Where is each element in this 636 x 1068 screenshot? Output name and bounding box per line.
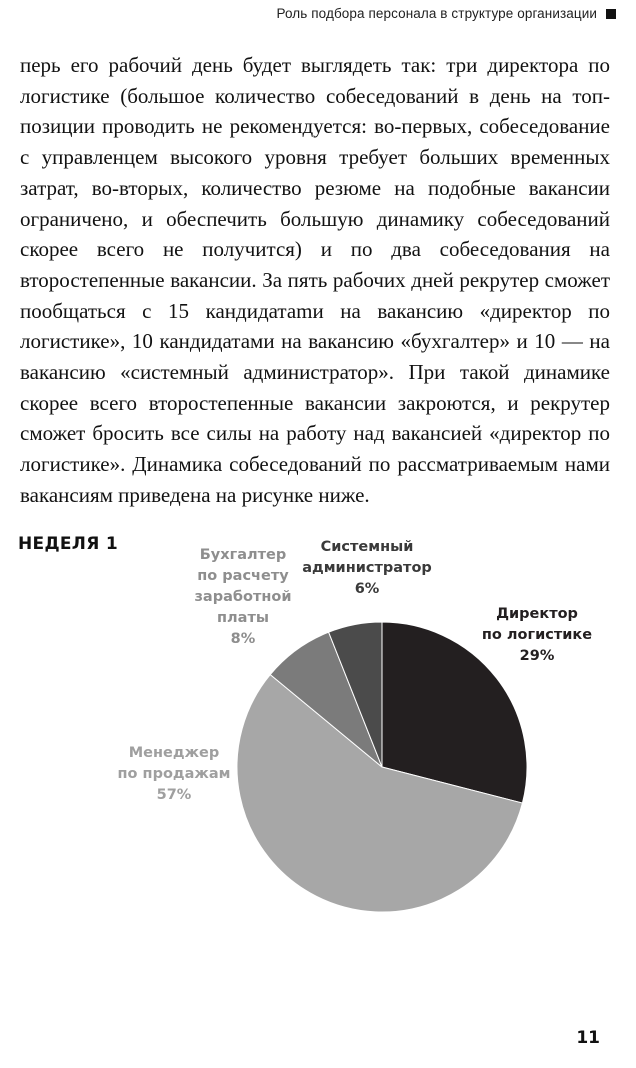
slice-label-logistics	[482, 604, 592, 667]
slice-label-line: заработной	[194, 589, 292, 605]
slice-label-sysadmin	[302, 537, 432, 600]
slice-label-line: Менеджер	[128, 745, 220, 761]
page-number: 11	[576, 1028, 600, 1048]
slice-label-sales	[118, 743, 231, 806]
body-paragraph: перь его рабочий день будет выглядеть так: три директора по логистике (большое количество собеседований в день на топ-позиции проводить не рекомендуется: во-первых, собеседование с управленцем высокого уровня требует больших временных затрат, во-вторых, количество резюме на подобные вакансии ограничено, и обеспечить большую динамику собеседований скорее всего не получится) и по два собеседования на второстепенные вакансии. За пять рабочих дней рекрутер сможет пообщаться с 15 кандидатаmи на вакансию «директор по логистике», 10 кандидатами на вакансию «бухгалтер» и 10 — на вакансию «системный администратор». При такой динамике скорее всего второстепенные вакансии закроются, и рекрутер сможет бросить все силы на работу над вакансией «директор по логистике». Динамика собеседований по рассматриваемым нами вакансиям приведена на рисунке ниже.	[20, 53, 610, 507]
slice-label-line: по расчету	[197, 568, 289, 584]
running-title: Роль подбора персонала в структуре организации	[276, 6, 597, 21]
slice-label-line: Бухгалтер	[199, 547, 287, 563]
running-header	[276, 6, 616, 21]
slice-label-line: Системный	[320, 539, 414, 555]
slice-pct-label: 57%	[156, 787, 192, 803]
slice-pct-label: 29%	[519, 648, 555, 664]
slice-label-line: платы	[217, 610, 269, 626]
slice-label-payroll	[194, 545, 291, 650]
chart-title: НЕДЕЛЯ 1	[18, 534, 118, 554]
slice-pct-label: 6%	[354, 581, 380, 597]
slice-label-line: по продажам	[117, 766, 231, 782]
slice-label-line: Директор	[496, 606, 578, 622]
slice-label-line: администратор	[302, 560, 432, 576]
slice-pct-label: 8%	[230, 631, 256, 647]
slice-label-line: по логистике	[481, 627, 593, 643]
black-square-icon	[606, 9, 616, 19]
